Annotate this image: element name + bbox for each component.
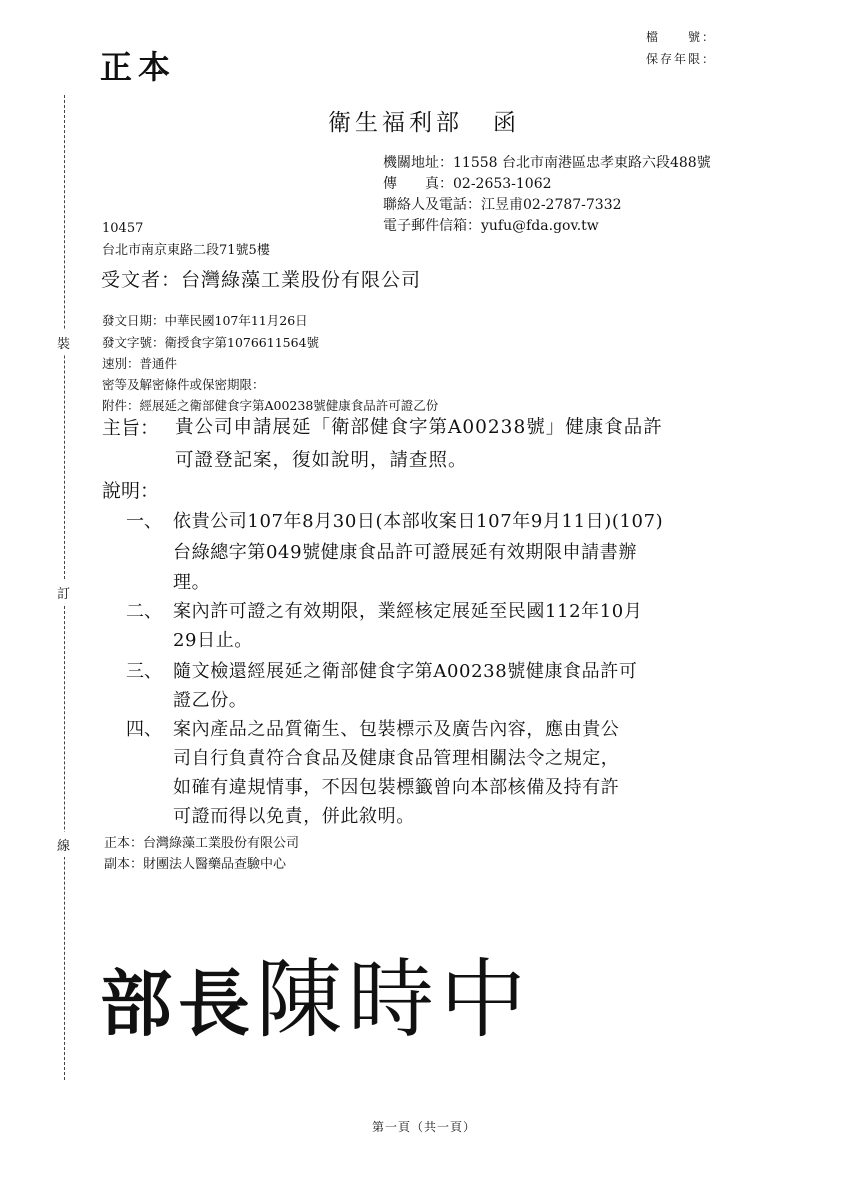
agency-name: 衛生福利部	[328, 110, 463, 136]
delivery-speed: 速別：普通件	[102, 356, 178, 371]
confidentiality: 密等及解密條件或保密期限：	[102, 377, 265, 392]
item-4-line-2: 司自行負責符合食品及健康食品管理相關法令之規定，	[173, 748, 620, 769]
minister-signature	[100, 930, 532, 1054]
signature-title: 部長	[100, 961, 257, 1046]
binding-mark-zhuang: 裝	[57, 330, 70, 355]
binding-mark-ding: 訂	[57, 580, 70, 605]
binding-mark-xian: 線	[57, 832, 70, 857]
item-2-number: 二、	[126, 601, 162, 622]
file-number-label: 檔 號：	[646, 30, 717, 44]
subject-line-2: 可證登記案，復如說明，請查照。	[175, 450, 468, 471]
duplicate-copy-recipient: 副本：財團法人醫藥品查驗中心	[104, 857, 287, 872]
original-copy-recipient: 正本：台灣綠藻工業股份有限公司	[104, 836, 300, 851]
document-type: 函	[493, 110, 520, 136]
issue-date: 發文日期：中華民國107年11月26日	[102, 313, 308, 328]
postal-code: 10457	[102, 221, 144, 236]
item-4-line-1: 案內產品之品質衛生、包裝標示及廣告內容，應由貴公	[173, 719, 620, 740]
document-title	[0, 104, 848, 137]
item-2-line-2: 29日止。	[173, 630, 253, 651]
item-3-number: 三、	[126, 661, 162, 682]
explanation-label: 說明：	[102, 480, 160, 502]
item-4-line-4: 可證而得以免責，併此敘明。	[173, 806, 415, 827]
item-2-line-1: 案內許可證之有效期限，業經核定展延至民國112年10月	[173, 601, 643, 622]
item-1-line-1: 依貴公司107年8月30日(本部收案日107年9月11日)(107)	[173, 511, 664, 532]
agency-email: 電子郵件信箱：yufu@fda.gov.tw	[383, 218, 599, 234]
document-number: 發文字號：衛授食字第1076611564號	[102, 335, 320, 350]
attachment: 附件：經展延之衛部健食字第A00238號健康食品許可證乙份	[102, 398, 439, 413]
item-4-number: 四、	[126, 719, 162, 740]
item-1-line-3: 理。	[173, 572, 211, 593]
recipient-address: 台北市南京東路二段71號5樓	[102, 243, 270, 258]
agency-fax: 傳 真：02-2653-1062	[383, 176, 552, 192]
subject-label: 主旨：	[102, 417, 160, 439]
retention-period-label: 保存年限：	[646, 52, 717, 66]
page-number: 第一頁（共一頁）	[371, 1120, 476, 1134]
signature-name: 陳時中	[256, 950, 533, 1050]
item-3-line-1: 隨文檢還經展延之衛部健食字第A00238號健康食品許可	[173, 661, 638, 682]
item-1-number: 一、	[126, 511, 162, 532]
agency-contact: 聯絡人及電話：江昱甫02-2787-7332	[383, 197, 622, 213]
recipient: 受文者：台灣綠藻工業股份有限公司	[101, 269, 422, 291]
item-1-line-2: 台綠總字第049號健康食品許可證展延有效期限申請書辦	[173, 542, 637, 563]
item-3-line-2: 證乙份。	[173, 690, 248, 711]
original-copy-stamp: 正本	[100, 48, 177, 86]
agency-address: 機關地址：11558 台北市南港區忠孝東路六段488號	[383, 155, 711, 171]
subject-line-1: 貴公司申請展延「衛部健食字第A00238號」健康食品許	[175, 417, 663, 438]
item-4-line-3: 如確有違規情事，不因包裝標籤曾向本部核備及持有許	[173, 777, 620, 798]
